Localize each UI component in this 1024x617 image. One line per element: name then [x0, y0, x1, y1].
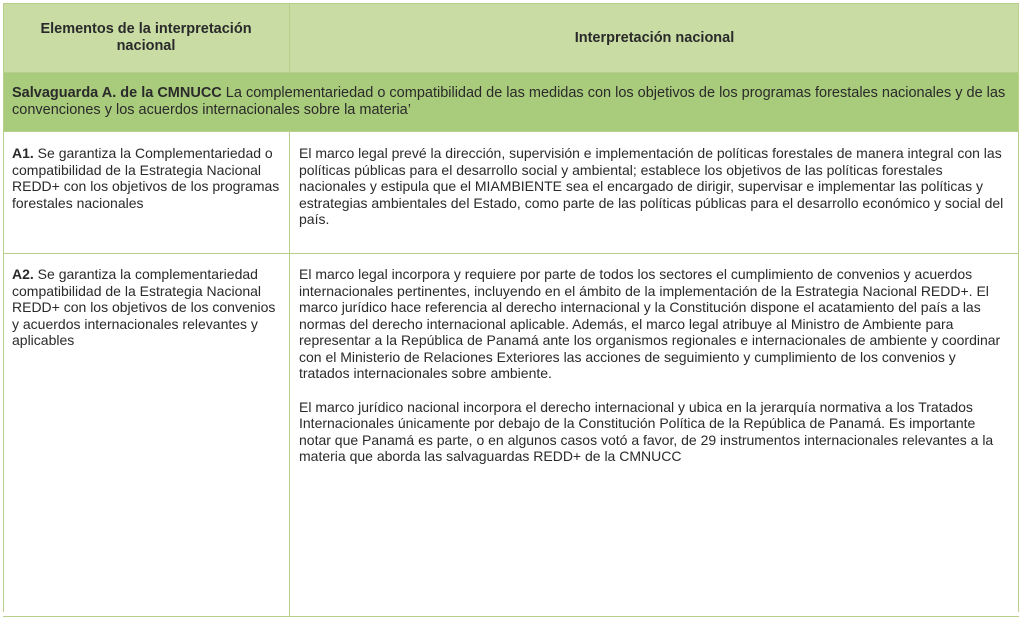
- element-text-a1: Se garantiza la Complementariedad o compatibilidad de la Estrategia Nacional REDD+ con los objetivos de los programas forestales nacionales: [12, 145, 280, 211]
- safeguards-table: [3, 3, 1019, 617]
- element-cell-a2: [3, 254, 290, 616]
- section-title: Salvaguarda A. de la CMNUCC: [12, 85, 222, 101]
- section-text: [3, 73, 1019, 131]
- element-text-a2: Se garantiza la complementariedad compatibilidad de la Estrategia Nacional REDD+ con los objetivos de los convenios y acuerdos internacionales relevantes y aplicables: [12, 266, 276, 348]
- table-row-a2: [3, 254, 1019, 617]
- element-code-a1: A1.: [12, 145, 34, 161]
- interpretation-cell-a2: [290, 254, 1019, 616]
- section-row: [3, 73, 1019, 132]
- interpretation-paragraph: El marco jurídico nacional incorpora el derecho internacional y ubica en la jerarquía normativa a los Tratados Internacionales únicamente por debajo de la Constitución Política de la República de Panamá. Es importante notar que Panamá es parte, o en algunos casos votó a favor, de 29 instrumentos internacionales relevantes a la materia que aborda las salvaguardas REDD+ de la CMNUCC: [299, 398, 994, 464]
- interpretation-paragraph: El marco legal incorpora y requiere por parte de todos los sectores el cumplimiento de convenios y acuerdos internacionales pertinentes, incluyendo en el ámbito de la implementación de la Estrategia Nacional REDD+. El marco jurídico hace referencia al derecho internacional y la Constitución dispone el acatamiento del país a las normas del derecho internacional aplicable. Además, el marco legal atribuye al Ministro de Ambiente para representar a la República de Panamá ante los organismos regionales e internacionales de ambiente y coordinar con el Ministerio de Relaciones Exteriores las acciones de seguimiento y cumplimiento de los convenios y tratados internacionales sobre ambiente.: [299, 266, 1001, 381]
- table-header: [3, 3, 1019, 73]
- header-elements-column: Elementos de la interpretación nacional: [3, 4, 290, 72]
- interpretation-paragraph: El marco legal prevé la dirección, supervisión e implementación de políticas forestales de manera integral con las políticas públicas para el desarrollo social y ambiental; establece los objetivos de las políticas forestales nacionales y estipula que el MIAMBIENTE sea el encargado de dirigir, supervisar e implementar las políticas y estrategias ambientales del Estado, como parte de las políticas públicas para el desarrollo económico y social del país.: [299, 145, 1004, 227]
- element-code-a2: A2.: [12, 266, 34, 282]
- table-row-a1: [3, 132, 1019, 254]
- header-interpretation-column: Interpretación nacional: [574, 29, 735, 46]
- interpretation-cell-a1: [290, 132, 1019, 253]
- section-description: La complementariedad o compatibilidad de las medidas con los objetivos de los programas forestales nacionales y de las convenciones y los acuerdos internacionales sobre la materia’: [12, 85, 1006, 118]
- element-cell-a1: [3, 132, 290, 253]
